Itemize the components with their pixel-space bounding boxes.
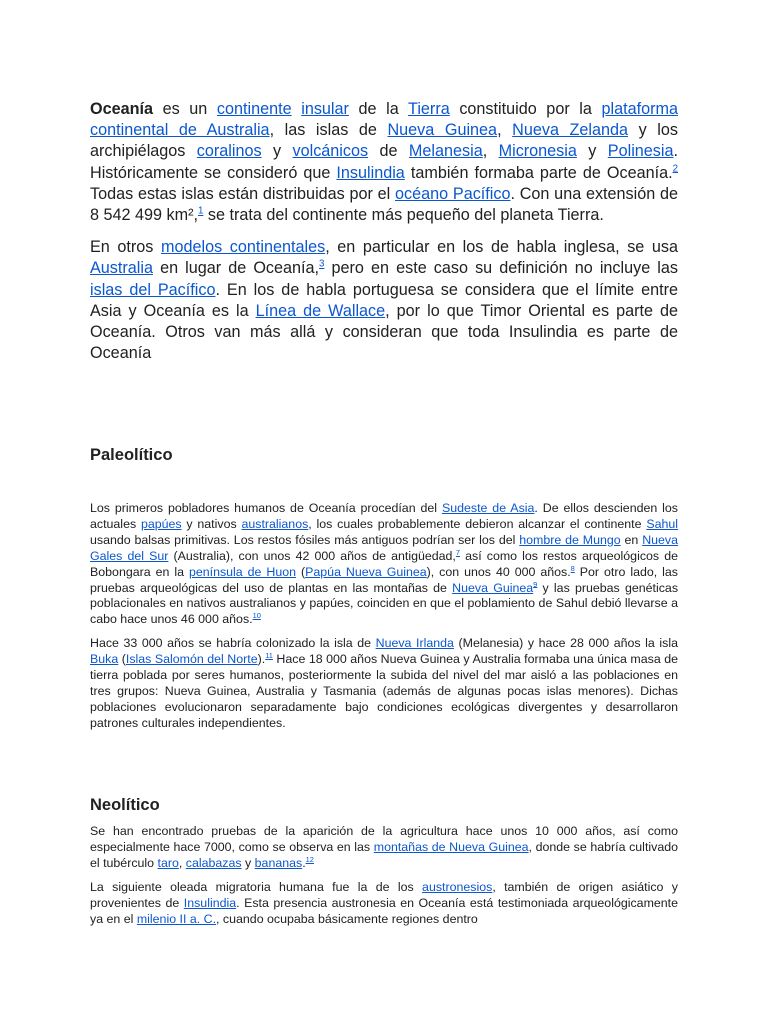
text-run: (Australia), con unos 42 000 años de antigüedad, [168, 548, 456, 563]
text-run: es un [153, 100, 217, 118]
link-australia[interactable]: Australia [90, 259, 153, 278]
reference-link-10[interactable]: 10 [252, 611, 261, 621]
text-run: . [302, 855, 306, 870]
intro-section [90, 99, 678, 364]
text-run: Los primeros pobladores humanos de Oceanía procedían del [90, 501, 442, 515]
link-nueva-irlanda[interactable]: Nueva Irlanda [375, 636, 454, 651]
link-insulindia[interactable]: Insulindia [183, 895, 237, 910]
text-run: de la [348, 100, 409, 118]
link-plataforma-continental-de-australia[interactable]: plataforma continental de Australia [90, 100, 678, 140]
reference-link-2[interactable]: 2 [672, 163, 678, 175]
text-run: . En los de habla portuguesa se considera que el límite entre Asia y Oceanía es la [90, 280, 678, 320]
link-papues[interactable]: papúes [140, 516, 182, 531]
link-linea-de-wallace[interactable]: Línea de Wallace [255, 301, 386, 320]
link-austronesios[interactable]: austronesios [422, 879, 493, 894]
link-sudeste-de-asia[interactable]: Sudeste de Asia [441, 501, 535, 515]
text-run: . Esta presencia austronesia en Oceanía está testimoniada arqueológicamente ya en el [90, 895, 679, 926]
link-melanesia[interactable]: Melanesia [408, 142, 483, 161]
link-bananas[interactable]: bananas [254, 855, 303, 870]
reference-link-7[interactable]: 7 [455, 547, 461, 557]
text-run: ). [257, 652, 266, 667]
text-run: en [620, 532, 643, 547]
text-run: y los archipiélagos [90, 121, 678, 161]
link-nueva-gales-del-sur[interactable]: Nueva Gales del Sur [90, 532, 679, 563]
text-run: . Con una extensión de 8 542 499 km², [90, 184, 679, 225]
text-run: y [241, 855, 255, 870]
text-run: Todas estas islas están distribuidas por el [90, 184, 396, 203]
reference-link-8[interactable]: 8 [570, 563, 575, 573]
section-paleolitico [90, 445, 678, 465]
text-run: y las pruebas genéticas poblacionales en nativos australianos y papúes, coinciden en que el poblamiento de Sahul debió llevarse a cabo hace unos 46 000 años. [90, 580, 679, 627]
link-modelos-continentales[interactable]: modelos continentales [161, 238, 326, 257]
text-run: ( [296, 564, 306, 579]
text-run: usando balsas primitivas. Los restos fósiles más antiguos podrían ser los del [90, 532, 520, 547]
text-run: , por lo que Timor Oriental es parte de Oceanía. Otros van más allá y consideran que toda Insulindia es parte de Oceanía [90, 301, 678, 363]
link-islas-del-pacifico[interactable]: islas del Pacífico [90, 280, 216, 299]
text-run: Se han encontrado pruebas de la aparición de la agricultura hace unos 10 000 años, así como especialmente hace 7000, como se observa en las [90, 824, 678, 854]
neolitico-paragraph-1 [90, 824, 678, 872]
neolitico-paragraph-2 [90, 880, 678, 928]
text-run: Hace 18 000 años Nueva Guinea y Australia formaba una única masa de tierra poblada por seres humanos, posteriormente la subida del nivel del mar aisló a las poblaciones en tres grupos: Nueva Guinea, Australia y Tasmania (además de algunas pocas islas menores). Dichas poblaciones evolucionaron separadamente bajo condiciones ecológicas divergentes y desarrollaron patrones culturales independientes. [90, 652, 678, 730]
text-run: , donde se habría cultivado el tubérculo [90, 839, 679, 870]
link-calabazas[interactable]: calabazas [185, 855, 242, 870]
text-run: . Históricamente se consideró que [90, 142, 678, 182]
text-run [292, 100, 302, 118]
text-run: En otros [90, 238, 161, 257]
text-run: (Melanesia) y hace 28 000 años la isla [453, 636, 678, 651]
intro-paragraph-1 [90, 99, 678, 226]
link-nueva-guinea[interactable]: Nueva Guinea [452, 580, 534, 595]
paleolitico-paragraph-1 [90, 501, 678, 628]
link-peninsula-de-huon[interactable]: península de Huon [188, 564, 297, 579]
text-run: así como los restos arqueológicos de Bobongara en la [90, 548, 678, 579]
text-run: y nativos [181, 516, 242, 531]
link-buka[interactable]: Buka [90, 652, 119, 667]
link-micronesia[interactable]: Micronesia [498, 142, 577, 161]
text-run: Por otro lado, las pruebas arqueológicas del uso de plantas en las montañas de [90, 564, 678, 595]
text-run: , también de origen asiático y provenientes de [90, 879, 678, 910]
intro-paragraph-2 [90, 237, 678, 364]
text-run: en lugar de Oceanía, [152, 259, 320, 278]
reference-superscript [306, 855, 314, 864]
text-run: también formaba parte de Oceanía. [404, 163, 673, 182]
text-run: . De ellos descienden los actuales [90, 501, 678, 531]
link-sahul[interactable]: Sahul [646, 516, 679, 531]
bold-term: Oceanía [90, 100, 153, 118]
text-run: pero en este caso su definición no incluye las [324, 259, 678, 278]
reference-link-11[interactable]: 11 [265, 651, 273, 661]
reference-link-12[interactable]: 12 [305, 854, 314, 864]
reference-link-1[interactable]: 1 [197, 205, 204, 217]
link-islas-salomon-del-norte[interactable]: Islas Salomón del Norte [125, 652, 258, 667]
link-papua-nueva-guinea[interactable]: Papúa Nueva Guinea [305, 564, 427, 579]
text-run: de [368, 142, 409, 161]
link-australianos[interactable]: australianos [241, 516, 309, 531]
text-run: La siguiente oleada migratoria humana fue la de los [90, 879, 423, 894]
link-coralinos[interactable]: coralinos [196, 142, 262, 161]
section-neolitico [90, 795, 678, 815]
text-run: y [576, 142, 608, 161]
text-run: , [497, 121, 513, 140]
heading-neolitico: Neolítico [90, 796, 160, 814]
link-taro[interactable]: taro [157, 855, 179, 870]
link-nueva-zelanda[interactable]: Nueva Zelanda [512, 121, 629, 140]
reference-link-9[interactable]: 9 [533, 579, 538, 589]
text-run: y [261, 142, 293, 161]
text-run: , cuando ocupaba básicamente regiones dentro [216, 911, 478, 926]
text-run: ), con unos 40 000 años. [426, 564, 571, 579]
link-insulindia[interactable]: Insulindia [336, 163, 405, 182]
text-run: , los cuales probablemente debieron alcanzar el continente [308, 516, 647, 531]
paleolitico-paragraph-2 [90, 636, 678, 731]
link-nueva-guinea[interactable]: Nueva Guinea [387, 121, 498, 140]
text-run: , las islas de [269, 121, 388, 140]
link-milenio-ii-a-c[interactable]: milenio II a. C. [136, 911, 217, 926]
text-run: Hace 33 000 años se habría colonizado la isla de [90, 636, 376, 651]
heading-paleolitico: Paleolítico [90, 446, 173, 464]
link-volcanicos[interactable]: volcánicos [292, 142, 369, 161]
reference-superscript [673, 163, 678, 174]
text-run: , [178, 855, 186, 870]
link-polinesia[interactable]: Polinesia [607, 142, 674, 161]
paleolitico-body [90, 501, 678, 732]
link-hombre-de-mungo[interactable]: hombre de Mungo [519, 532, 621, 547]
reference-superscript [253, 611, 261, 620]
text-run: se trata del continente más pequeño del planeta Tierra. [203, 206, 604, 225]
text-run: , en particular en los de habla inglesa, se usa [325, 238, 678, 257]
reference-link-3[interactable]: 3 [319, 259, 325, 271]
link-insular[interactable]: insular [301, 100, 349, 118]
text-run: , [482, 142, 499, 161]
link-continente[interactable]: continente [216, 100, 292, 118]
link-montanas-de-nueva-guinea[interactable]: montañas de Nueva Guinea [373, 839, 529, 854]
reference-superscript [265, 651, 273, 660]
text-run: ( [118, 652, 126, 667]
link-oceano-pacifico[interactable]: océano Pacífico [395, 184, 511, 203]
link-tierra[interactable]: Tierra [408, 100, 450, 118]
neolitico-body [90, 824, 678, 927]
text-run: constituido por la [449, 100, 602, 118]
